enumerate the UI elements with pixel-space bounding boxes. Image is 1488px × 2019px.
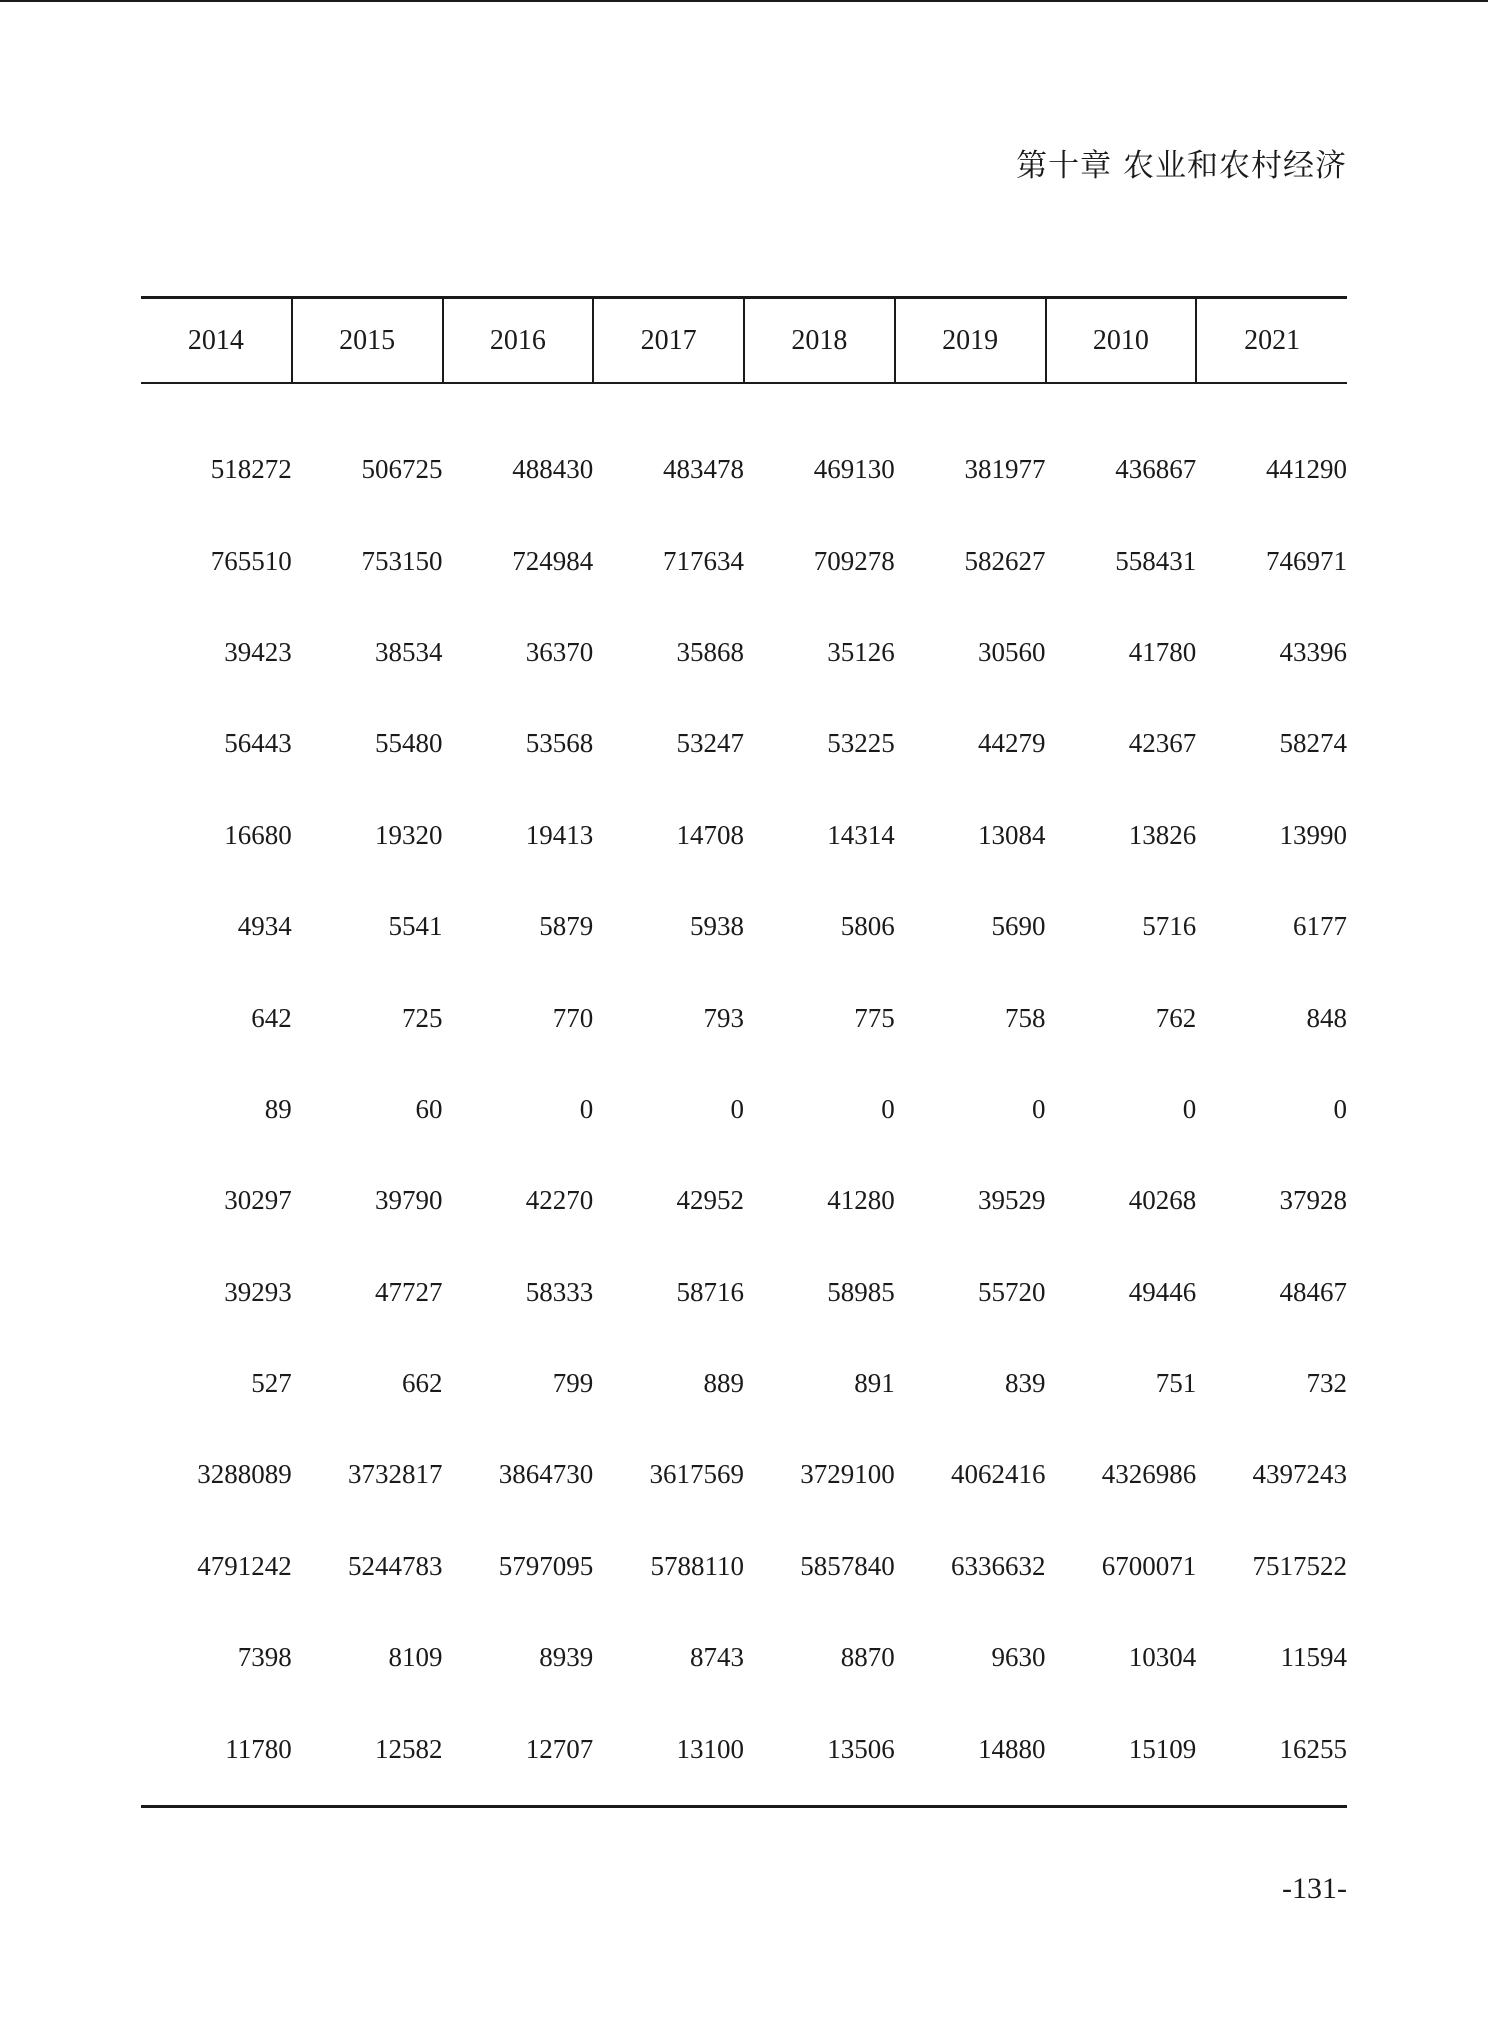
table-cell: 49446 — [1128, 1276, 1197, 1307]
table-cell: 41280 — [827, 1185, 895, 1216]
table-cell: 5716 — [1142, 911, 1197, 942]
table-cell: 765510 — [210, 545, 292, 576]
table-cell: 7517522 — [1252, 1550, 1347, 1581]
table-cell: 53225 — [827, 728, 895, 759]
table-cell: 8870 — [840, 1642, 895, 1673]
table-cell: 36370 — [525, 636, 594, 667]
statistics-table — [141, 296, 1347, 1808]
table-header-row — [141, 298, 1347, 384]
table-cell: 35126 — [827, 636, 895, 667]
table-cell: 5541 — [388, 911, 443, 942]
table-cell: 488430 — [512, 454, 594, 485]
table-cell: 4791242 — [197, 1550, 292, 1581]
table-cell: 14708 — [676, 819, 744, 850]
table-cell: 43396 — [1279, 636, 1347, 667]
table-cell: 13100 — [676, 1733, 744, 1764]
table-row — [141, 1338, 1347, 1429]
table-cell: 9630 — [991, 1642, 1046, 1673]
table-cell: 775 — [854, 1002, 895, 1033]
table-cell: 11594 — [1280, 1642, 1347, 1673]
table-cell: 58274 — [1279, 728, 1347, 759]
table-cell: 5244783 — [348, 1550, 443, 1581]
table-cell: 582627 — [964, 545, 1046, 576]
table-cell: 42270 — [525, 1185, 594, 1216]
table-cell: 770 — [552, 1002, 594, 1033]
table-cell: 5797095 — [498, 1550, 594, 1581]
table-row — [141, 1247, 1347, 1338]
table-cell: 751 — [1155, 1368, 1197, 1399]
table-cell: 724984 — [512, 545, 594, 576]
table-cell: 19320 — [375, 819, 443, 850]
table-cell: 42367 — [1128, 728, 1197, 759]
table-cell: 13990 — [1279, 819, 1347, 850]
table-cell: 3864730 — [498, 1459, 594, 1490]
table-cell: 746971 — [1266, 545, 1347, 576]
table-cell: 527 — [251, 1368, 292, 1399]
table-cell: 13826 — [1128, 819, 1197, 850]
table-cell: 42952 — [676, 1185, 744, 1216]
table-cell: 732 — [1306, 1368, 1347, 1399]
table-cell: 758 — [1005, 1002, 1046, 1033]
table-cell: 12582 — [375, 1733, 443, 1764]
table-cell: 839 — [1005, 1368, 1046, 1399]
table-cell: 5806 — [840, 911, 895, 942]
table-cell: 38534 — [375, 636, 443, 667]
column-header-year: 2017 — [593, 298, 744, 384]
table-cell: 41780 — [1128, 636, 1197, 667]
table-cell: 5788110 — [650, 1550, 744, 1581]
table-cell: 717634 — [663, 545, 744, 576]
table-row — [141, 698, 1347, 789]
column-header-year: 2021 — [1196, 298, 1347, 384]
table-row — [141, 881, 1347, 972]
table-cell: 793 — [703, 1002, 744, 1033]
table-cell: 662 — [402, 1368, 443, 1399]
table-cell: 53247 — [676, 728, 744, 759]
table-cell: 13506 — [827, 1733, 895, 1764]
table-cell: 3617569 — [649, 1459, 744, 1490]
table-cell: 14314 — [827, 819, 895, 850]
table-cell: 436867 — [1115, 454, 1197, 485]
column-header-year: 2015 — [292, 298, 443, 384]
table-row — [141, 790, 1347, 881]
table-cell: 3288089 — [197, 1459, 292, 1490]
table-cell: 753150 — [361, 545, 443, 576]
table-cell: 4326986 — [1101, 1459, 1197, 1490]
table-cell: 3729100 — [800, 1459, 895, 1490]
table-cell: 0 — [1182, 1093, 1197, 1124]
table-cell: 5938 — [690, 911, 744, 942]
page-number: -131- — [1282, 1872, 1347, 1905]
table-row — [141, 607, 1347, 698]
table-row — [141, 1429, 1347, 1520]
table-cell: 4062416 — [951, 1459, 1046, 1490]
table-cell: 47727 — [375, 1276, 443, 1307]
table-row — [141, 1064, 1347, 1155]
table-cell: 11780 — [225, 1733, 292, 1764]
table-cell: 848 — [1306, 1002, 1347, 1033]
table-row — [141, 383, 1347, 515]
table-cell: 0 — [1333, 1093, 1347, 1124]
table-cell: 799 — [552, 1368, 594, 1399]
table-cell: 725 — [402, 1002, 443, 1033]
table-cell: 30560 — [978, 636, 1046, 667]
table-cell: 0 — [730, 1093, 744, 1124]
table-cell: 0 — [1032, 1093, 1046, 1124]
table-cell: 14880 — [978, 1733, 1046, 1764]
table-cell: 39790 — [375, 1185, 443, 1216]
table-body — [141, 383, 1347, 1806]
table-header — [141, 298, 1347, 384]
table-cell: 10304 — [1128, 1642, 1197, 1673]
table-cell: 58985 — [827, 1276, 895, 1307]
table-cell: 39529 — [978, 1185, 1046, 1216]
table-cell: 35868 — [676, 636, 744, 667]
table-cell: 19413 — [525, 819, 594, 850]
table-cell: 40268 — [1128, 1185, 1197, 1216]
table-cell: 8109 — [388, 1642, 443, 1673]
table-cell: 4934 — [237, 911, 292, 942]
table-cell: 469130 — [813, 454, 895, 485]
table-cell: 8743 — [690, 1642, 744, 1673]
table-cell: 60 — [415, 1093, 443, 1124]
table-cell: 55720 — [978, 1276, 1046, 1307]
table-cell: 56443 — [224, 728, 292, 759]
table-cell: 6336632 — [951, 1550, 1046, 1581]
table-cell: 4397243 — [1252, 1459, 1347, 1490]
table-cell: 15109 — [1128, 1733, 1197, 1764]
table-cell: 44279 — [978, 728, 1046, 759]
table-cell: 13084 — [978, 819, 1046, 850]
table-cell: 58333 — [525, 1276, 594, 1307]
table-cell: 5879 — [539, 911, 594, 942]
table-cell: 483478 — [663, 454, 744, 485]
table-row — [141, 1521, 1347, 1612]
table-cell: 89 — [264, 1093, 292, 1124]
table-row — [141, 1612, 1347, 1703]
page-top-border — [0, 0, 1488, 2]
table-cell: 6700071 — [1101, 1550, 1197, 1581]
table-cell: 5690 — [991, 911, 1046, 942]
table-cell: 37928 — [1279, 1185, 1347, 1216]
table-cell: 889 — [703, 1368, 744, 1399]
table-cell: 441290 — [1266, 454, 1347, 485]
table-row — [141, 972, 1347, 1063]
table-cell: 55480 — [375, 728, 443, 759]
table-cell: 16680 — [224, 819, 292, 850]
table-cell: 709278 — [813, 545, 895, 576]
table-cell: 30297 — [224, 1185, 292, 1216]
column-header-year: 2018 — [744, 298, 895, 384]
table-cell: 3732817 — [348, 1459, 443, 1490]
table-cell: 53568 — [525, 728, 594, 759]
table-cell: 506725 — [361, 454, 443, 485]
table-cell: 12707 — [525, 1733, 594, 1764]
table-cell: 58716 — [676, 1276, 744, 1307]
table-cell: 0 — [579, 1093, 594, 1124]
table-cell: 7398 — [237, 1642, 292, 1673]
table-cell: 48467 — [1279, 1276, 1347, 1307]
table-row — [141, 515, 1347, 606]
chapter-title: 第十章 农业和农村经济 — [1016, 148, 1347, 184]
table-row — [141, 1703, 1347, 1806]
table-cell: 5857840 — [800, 1550, 895, 1581]
table-cell: 8939 — [539, 1642, 594, 1673]
table-cell: 518272 — [210, 454, 292, 485]
table-cell: 39423 — [224, 636, 292, 667]
table-cell: 381977 — [964, 454, 1046, 485]
column-header-year: 2014 — [187, 324, 244, 356]
column-header-year: 2016 — [443, 298, 594, 384]
column-header-year: 2010 — [1046, 298, 1197, 384]
table-row — [141, 1155, 1347, 1246]
table-cell: 558431 — [1115, 545, 1197, 576]
table-cell: 39293 — [224, 1276, 292, 1307]
table-cell: 16255 — [1279, 1733, 1347, 1764]
table-cell: 891 — [854, 1368, 895, 1399]
table-cell: 762 — [1155, 1002, 1197, 1033]
column-header-year: 2019 — [895, 298, 1046, 384]
table-cell: 0 — [881, 1093, 895, 1124]
table-cell: 642 — [251, 1002, 292, 1033]
table-cell: 6177 — [1293, 911, 1347, 942]
